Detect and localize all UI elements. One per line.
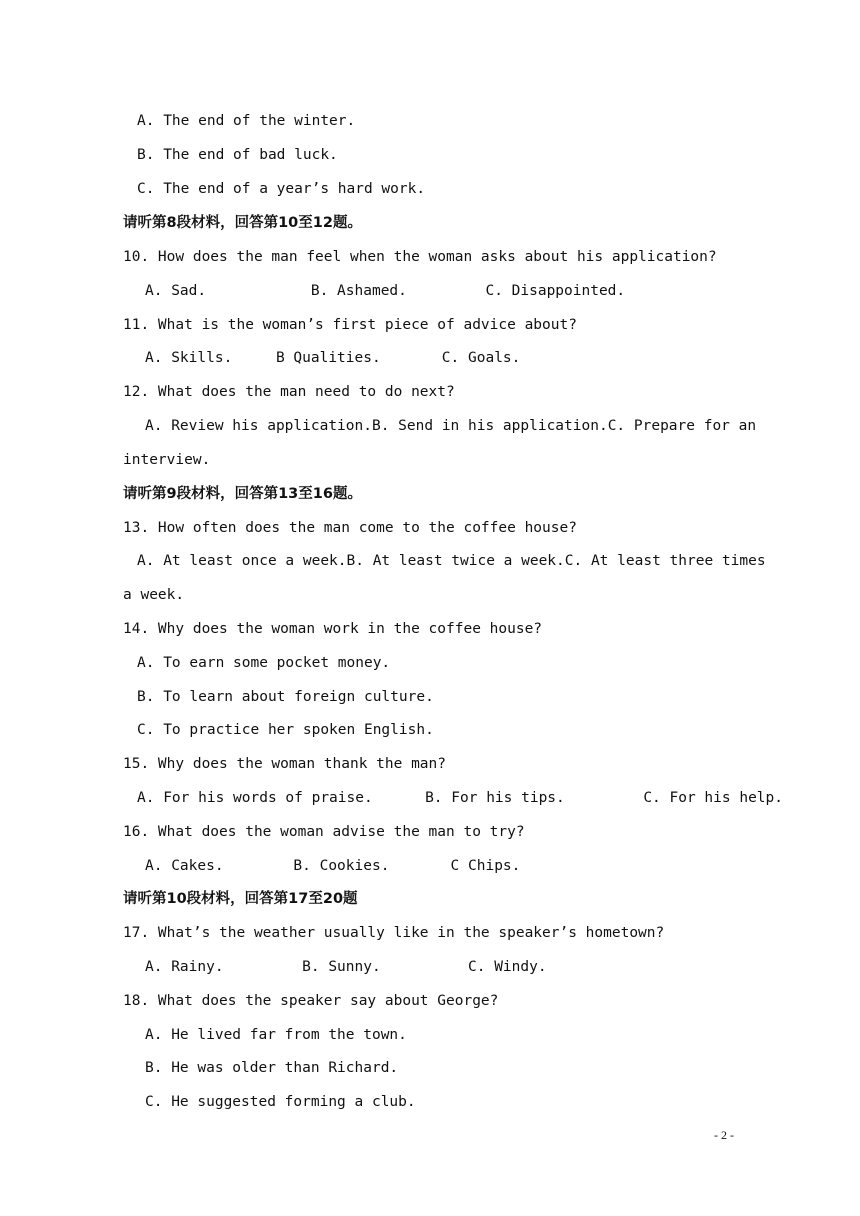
option-a-q12: A. Review his application. (145, 418, 372, 434)
question-13: 13. How often does the man come to the coffee house? (123, 520, 577, 536)
option-b-q13: B. At least twice a week. (346, 553, 565, 569)
options-q11: A. Skills. B Qualities. C. Goals. (145, 350, 521, 366)
options-q10: A. Sad. B. Ashamed. C. Disappointed. (145, 283, 626, 299)
question-14: 14. Why does the woman work in the coffee house? (123, 621, 543, 637)
options-q15: A. For his words of praise. B. For his tips. C. For his help. (137, 790, 784, 806)
option-a-q14: A. To earn some pocket money. (137, 655, 391, 671)
options-q12-continued: interview. (123, 452, 211, 468)
option-c-q9: C. The end of a year’s hard work. (137, 181, 426, 197)
question-17: 17. What’s the weather usually like in the speaker’s hometown? (123, 925, 665, 941)
question-10: 10. How does the man feel when the woman asks about his application? (123, 249, 717, 265)
options-q13-continued: a week. (123, 587, 185, 603)
question-18: 18. What does the speaker say about George? (123, 993, 499, 1009)
option-a-q13: A. At least once a week. (137, 553, 347, 569)
option-b-q12: B. Send in his application. (371, 418, 608, 434)
options-q12 (145, 416, 757, 436)
option-a-q18: A. He lived far from the town. (145, 1027, 407, 1043)
option-b-q9: B. The end of bad luck. (137, 147, 338, 163)
options-q16: A. Cakes. B. Cookies. C Chips. (145, 858, 521, 874)
options-q13 (137, 551, 766, 571)
question-12: 12. What does the man need to do next? (123, 384, 455, 400)
option-b-q14: B. To learn about foreign culture. (137, 689, 434, 705)
option-c-q12: C. Prepare for an (607, 418, 757, 434)
option-a-q9: A. The end of the winter. (137, 113, 356, 129)
page-number: - 2 - (714, 1128, 734, 1142)
section-9-instruction: 请听第9段材料，回答第13至16题。 (123, 486, 362, 502)
options-q17: A. Rainy. B. Sunny. C. Windy. (145, 959, 547, 975)
section-10-instruction: 请听第10段材料，回答第17至20题 (123, 891, 358, 907)
section-8-instruction: 请听第8段材料，回答第10至12题。 (123, 215, 362, 231)
question-15: 15. Why does the woman thank the man? (123, 756, 447, 772)
option-c-q14: C. To practice her spoken English. (137, 722, 434, 738)
option-c-q18: C. He suggested forming a club. (145, 1094, 416, 1110)
option-c-q13: C. At least three times (564, 553, 766, 569)
question-16: 16. What does the woman advise the man to try? (123, 824, 525, 840)
question-11: 11. What is the woman’s first piece of advice about? (123, 317, 577, 333)
option-b-q18: B. He was older than Richard. (145, 1060, 399, 1076)
